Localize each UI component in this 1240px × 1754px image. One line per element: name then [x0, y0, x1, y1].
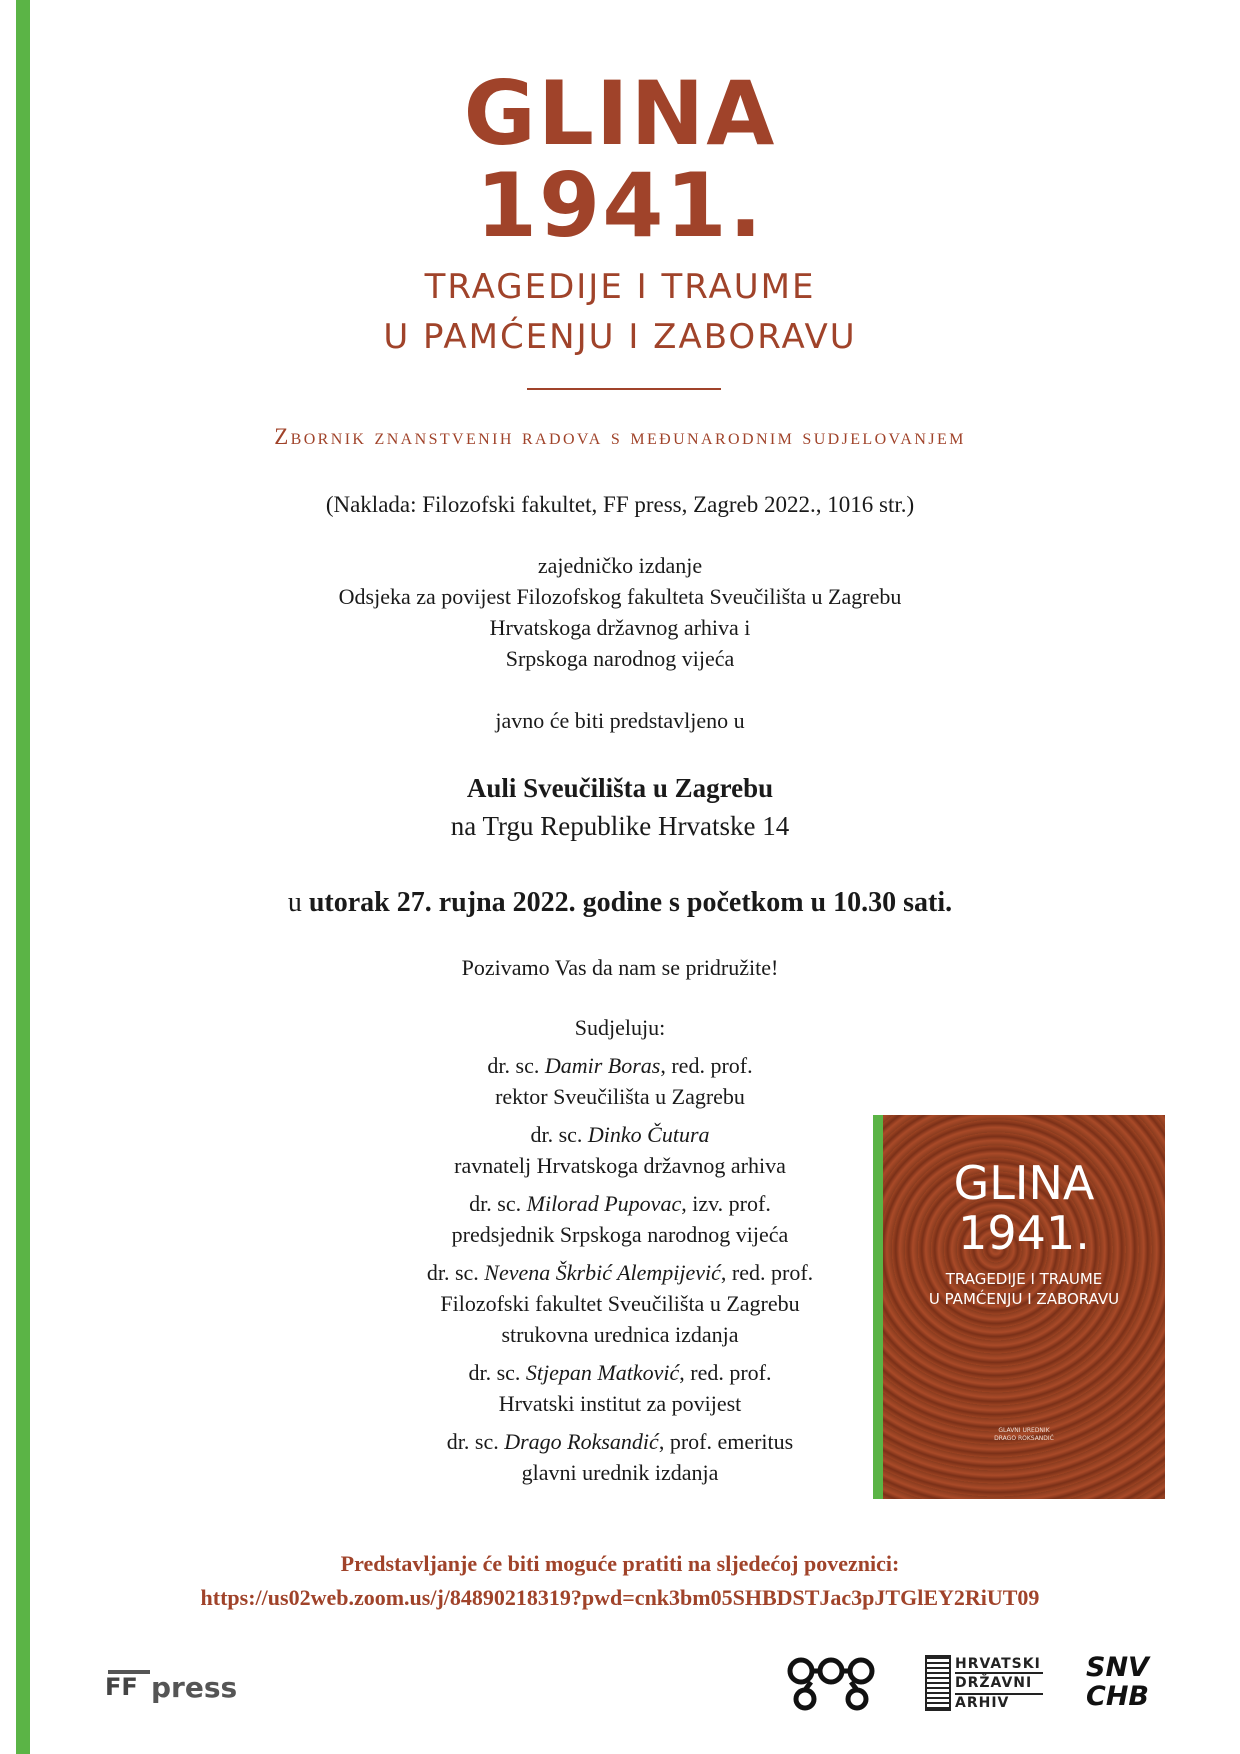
event-date — [200, 885, 1040, 921]
participant-rank: , red. prof. — [679, 1360, 772, 1385]
book-cover-editor-label: GLAVNI UREDNIK — [998, 1427, 1050, 1434]
participant-name: Damir Boras — [544, 1053, 661, 1078]
book-cover-editor — [883, 1427, 1165, 1443]
participant-title: dr. sc. — [468, 1360, 526, 1385]
snv-logo — [1086, 1653, 1166, 1713]
book-cover-subtitle-1: TRAGEDIJE I TRAUME — [945, 1270, 1103, 1288]
participant-role: Hrvatski institut za povijest — [498, 1391, 742, 1416]
participant-name: Milorad Pupovac — [526, 1191, 682, 1216]
hrvatski-drzavni-arhiv-logo — [925, 1655, 1043, 1713]
joint-edition-label: zajedničko izdanje — [537, 553, 703, 578]
publication-info: (Naklada: Filozofski fakultet, FF press, Zagreb 2022., 1016 str.) — [325, 492, 915, 517]
book-cover-image — [873, 1115, 1165, 1499]
left-green-bar — [16, 0, 30, 1754]
book-cover-subtitle — [883, 1269, 1165, 1309]
title-line-1: GLINA — [463, 62, 777, 165]
book-cover — [883, 1115, 1165, 1499]
subtitle-line-2: U PAMĆENJU I ZABORAVU — [383, 317, 857, 357]
participant-name: Nevena Škrbić Alempijević — [484, 1260, 721, 1285]
harhiv-logo-line-1: HRVATSKI — [955, 1656, 1043, 1674]
participant-title: dr. sc. — [469, 1191, 527, 1216]
book-cover-title-2: 1941. — [958, 1206, 1090, 1260]
participant-title: dr. sc. — [487, 1053, 545, 1078]
snv-logo-line-2: CHB — [1086, 1681, 1149, 1712]
joint-edition-line: Odsjeka za povijest Filozofskog fakulteta Sveučilišta u Zagrebu — [338, 584, 902, 609]
participant-title: dr. sc. — [426, 1260, 485, 1285]
book-cover-subtitle-2: U PAMĆENJU I ZABORAVU — [928, 1290, 1120, 1308]
participants-label: Sudjeluju: — [574, 1015, 666, 1040]
archive-emblem-icon — [925, 1655, 951, 1711]
participant-role: glavni urednik izdanja — [521, 1460, 719, 1485]
joint-edition-block — [200, 550, 1040, 674]
participant-role: ravnatelj Hrvatskoga državnog arhiva — [454, 1153, 786, 1178]
stream-link[interactable]: https://us02web.zoom.us/j/84890218319?pwd=cnk3bm05SHBDSTJac3pJTGlEY2RiUT09 — [200, 1585, 1040, 1610]
event-date-text: utorak 27. rujna 2022. godine s početkom u 10.30 sati. — [308, 887, 953, 918]
university-logo-icon — [785, 1655, 877, 1711]
book-cover-title-1: GLINA — [953, 1156, 1095, 1210]
participant-rank: , red. prof. — [660, 1053, 753, 1078]
collection-type: Zbornik znanstvenih radova s međunarodnim sudjelovanjem — [274, 424, 966, 449]
ff-press-logo-ff: FF — [105, 1673, 138, 1701]
book-spine — [873, 1115, 883, 1499]
harhiv-logo-line-3: ARHIV — [955, 1693, 1043, 1711]
participant-rank: , red. prof. — [720, 1260, 814, 1285]
presented-text: javno će biti predstavljeno u — [495, 708, 745, 733]
participant-title: dr. sc. — [446, 1429, 505, 1454]
snv-logo-line-1: SNV — [1086, 1652, 1149, 1683]
ff-press-logo — [105, 1665, 255, 1705]
participant-role: Filozofski fakultet Sveučilišta u Zagrebu — [440, 1291, 800, 1316]
subtitle-line-1: TRAGEDIJE I TRAUME — [424, 267, 816, 307]
title-divider — [527, 388, 721, 390]
stream-label: Predstavljanje će biti moguće pratiti na sljedećoj poveznici: — [340, 1551, 900, 1576]
participant-name: Stjepan Matković — [525, 1360, 680, 1385]
joint-edition-line: Hrvatskoga državnog arhiva i — [489, 615, 751, 640]
participant-rank: , izv. prof. — [681, 1191, 771, 1216]
participant-name: Dinko Čutura — [587, 1122, 710, 1147]
participant — [200, 1050, 1040, 1112]
venue-name: Auli Sveučilišta u Zagrebu — [466, 773, 774, 803]
participant-rank: , prof. emeritus — [658, 1429, 794, 1454]
venue-address: na Trgu Republike Hrvatske 14 — [450, 811, 790, 841]
participant-role: rektor Sveučilišta u Zagrebu — [495, 1084, 745, 1109]
event-date-prefix: u — [287, 887, 309, 918]
participant-name: Drago Roksandić — [504, 1429, 659, 1454]
ff-press-logo-press: press — [151, 1671, 238, 1704]
harhiv-logo-line-2: DRŽAVNI — [955, 1675, 1033, 1691]
participant-title: dr. sc. — [530, 1122, 588, 1147]
joint-edition-line: Srpskoga narodnog vijeća — [505, 646, 735, 671]
title-line-2: 1941. — [475, 154, 765, 257]
participant-role: strukovna urednica izdanja — [501, 1322, 739, 1347]
participant-role: predsjednik Srpskoga narodnog vijeća — [451, 1222, 789, 1247]
book-cover-editor-name: DRAGO ROKSANDIĆ — [994, 1435, 1054, 1442]
invitation-text: Pozivamo Vas da nam se pridružite! — [461, 955, 779, 980]
